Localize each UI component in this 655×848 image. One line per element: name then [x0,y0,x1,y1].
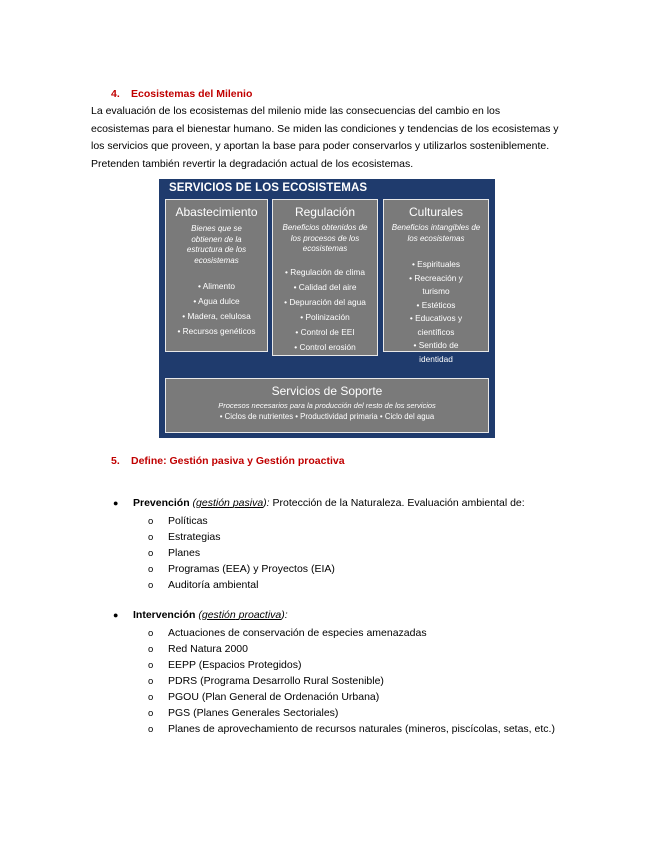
intervencion-item [148,641,248,658]
regulacion-list [273,265,377,355]
sub-marker: o [148,580,154,591]
paren-open: ( [189,497,197,509]
regulacion-box [272,199,378,356]
prevencion-item [148,529,221,546]
intervencion-label: Intervención [133,609,196,621]
sub-marker: o [148,516,154,527]
list-item: • Espirituales [384,258,488,272]
abastecimiento-desc: Bienes que se obtienen de la estructura de los ecosistemas [186,224,247,265]
paren-close: ): [281,609,288,621]
intervencion-bullet [113,609,288,621]
section-number: 4. [111,88,120,100]
intervencion-item [148,657,301,674]
gestion-word: gestión [196,497,230,509]
culturales-list [384,258,488,366]
section-title: Ecosistemas del Milenio [131,88,253,100]
culturales-box [383,199,489,364]
intervencion-item [148,625,427,642]
soporte-desc: Procesos necesarios para la producción del resto de los servicios [218,401,436,410]
item-text: Actuaciones de conservación de especies amenazadas [168,627,427,639]
intervencion-item [148,721,555,738]
list-item: • Control erosión [273,340,377,355]
intervencion-item [148,705,338,722]
paragraph-line: Pretenden también revertir la degradación actual de los ecosistemas. [91,157,414,170]
sub-marker: o [148,676,154,687]
abastecimiento-list [166,279,267,339]
list-item: • Control de EEI [273,325,377,340]
list-item: • Estéticos [384,299,488,313]
paren-close: ): [263,497,270,509]
item-text: Planes de aprovechamiento de recursos naturales (mineros, piscícolas, setas, etc.) [168,723,555,735]
sub-marker: o [148,708,154,719]
culturales-title: Culturales [408,205,464,219]
abastecimiento-title: Abastecimiento [175,205,258,219]
abastecimiento-box [165,199,268,352]
prevencion-bullet [113,497,525,509]
paragraph-line: La evaluación de los ecosistemas del milenio mide las consecuencias del cambio en los [91,105,501,117]
list-item: • Recreación y turismo [398,272,474,299]
regulacion-desc: Beneficios obtenidos de los procesos de los ecosistemas [282,223,368,253]
item-text: Programas (EEA) y Proyectos (EIA) [168,563,335,575]
prevencion-label: Prevención [133,497,190,509]
list-item: • Madera, celulosa [166,309,267,324]
sub-marker: o [148,548,154,559]
diagram-title: SERVICIOS DE LOS ECOSISTEMAS [169,182,368,194]
item-text: EEPP (Espacios Protegidos) [168,659,302,671]
intervencion-item [148,673,384,690]
prevencion-item [148,561,335,578]
list-item: • Sentido de identidad [404,339,468,366]
item-text: PGOU (Plan General de Ordenación Urbana) [168,691,380,703]
item-text: Planes [168,547,201,559]
soporte-items: • Ciclos de nutrientes • Productividad primaria • Ciclo del agua [219,412,435,421]
intervencion-item [148,689,379,706]
list-item: • Depuración del agua [273,295,377,310]
bullet-marker: ● [113,498,119,508]
prevencion-item [148,513,208,530]
gestion-word: gestión [201,609,236,621]
regulacion-title: Regulación [294,205,356,219]
section-4-heading [111,88,252,100]
culturales-desc: Beneficios intangibles de los ecosistemas [391,223,481,243]
section-title: Define: Gestión pasiva y Gestión proactiva [131,455,345,467]
paragraph-line: ecosistemas para el bienestar humano. Se miden las condiciones y tendencias de los ecosistemas y [91,122,559,135]
item-text: PGS (Planes Generales Sectoriales) [168,707,339,719]
item-text: Políticas [168,515,208,527]
sub-marker: o [148,644,154,655]
prevencion-item [148,545,200,562]
ecosystem-services-diagram [159,179,495,438]
section-4-paragraph [91,103,571,173]
list-item: • Recursos genéticos [166,324,267,339]
list-item: • Educativos y científicos [400,312,472,339]
paragraph-line: los servicios que proveen, y aportan la base para poder conservarlos y utilizarlos sosteniblemente. [91,140,550,152]
sub-marker: o [148,724,154,735]
paren-open: ( [195,609,202,621]
sub-marker: o [148,660,154,671]
section-number: 5. [111,455,120,467]
list-item: • Regulación de clima [273,265,377,280]
list-item: • Alimento [166,279,267,294]
pasiva-word: pasiva [232,497,264,509]
prevencion-item [148,577,258,594]
list-item: • Polinización [273,310,377,325]
list-item: • Calidad del aire [273,280,377,295]
item-text: Red Natura 2000 [168,643,248,655]
sub-marker: o [148,564,154,575]
proactiva-word: proactiva [238,609,282,621]
sub-marker: o [148,692,154,703]
item-text: Estrategias [168,531,221,543]
item-text: PDRS (Programa Desarrollo Rural Sostenible) [168,675,384,687]
bullet-marker: ● [113,610,119,620]
prevencion-description: Protección de la Naturaleza. Evaluación ambiental de: [269,497,525,509]
sub-marker: o [148,628,154,639]
list-item: • Agua dulce [166,294,267,309]
soporte-box [165,378,489,433]
section-5-heading [111,455,345,467]
item-text: Auditoría ambiental [168,579,259,591]
soporte-title: Servicios de Soporte [271,384,383,398]
sub-marker: o [148,532,154,543]
